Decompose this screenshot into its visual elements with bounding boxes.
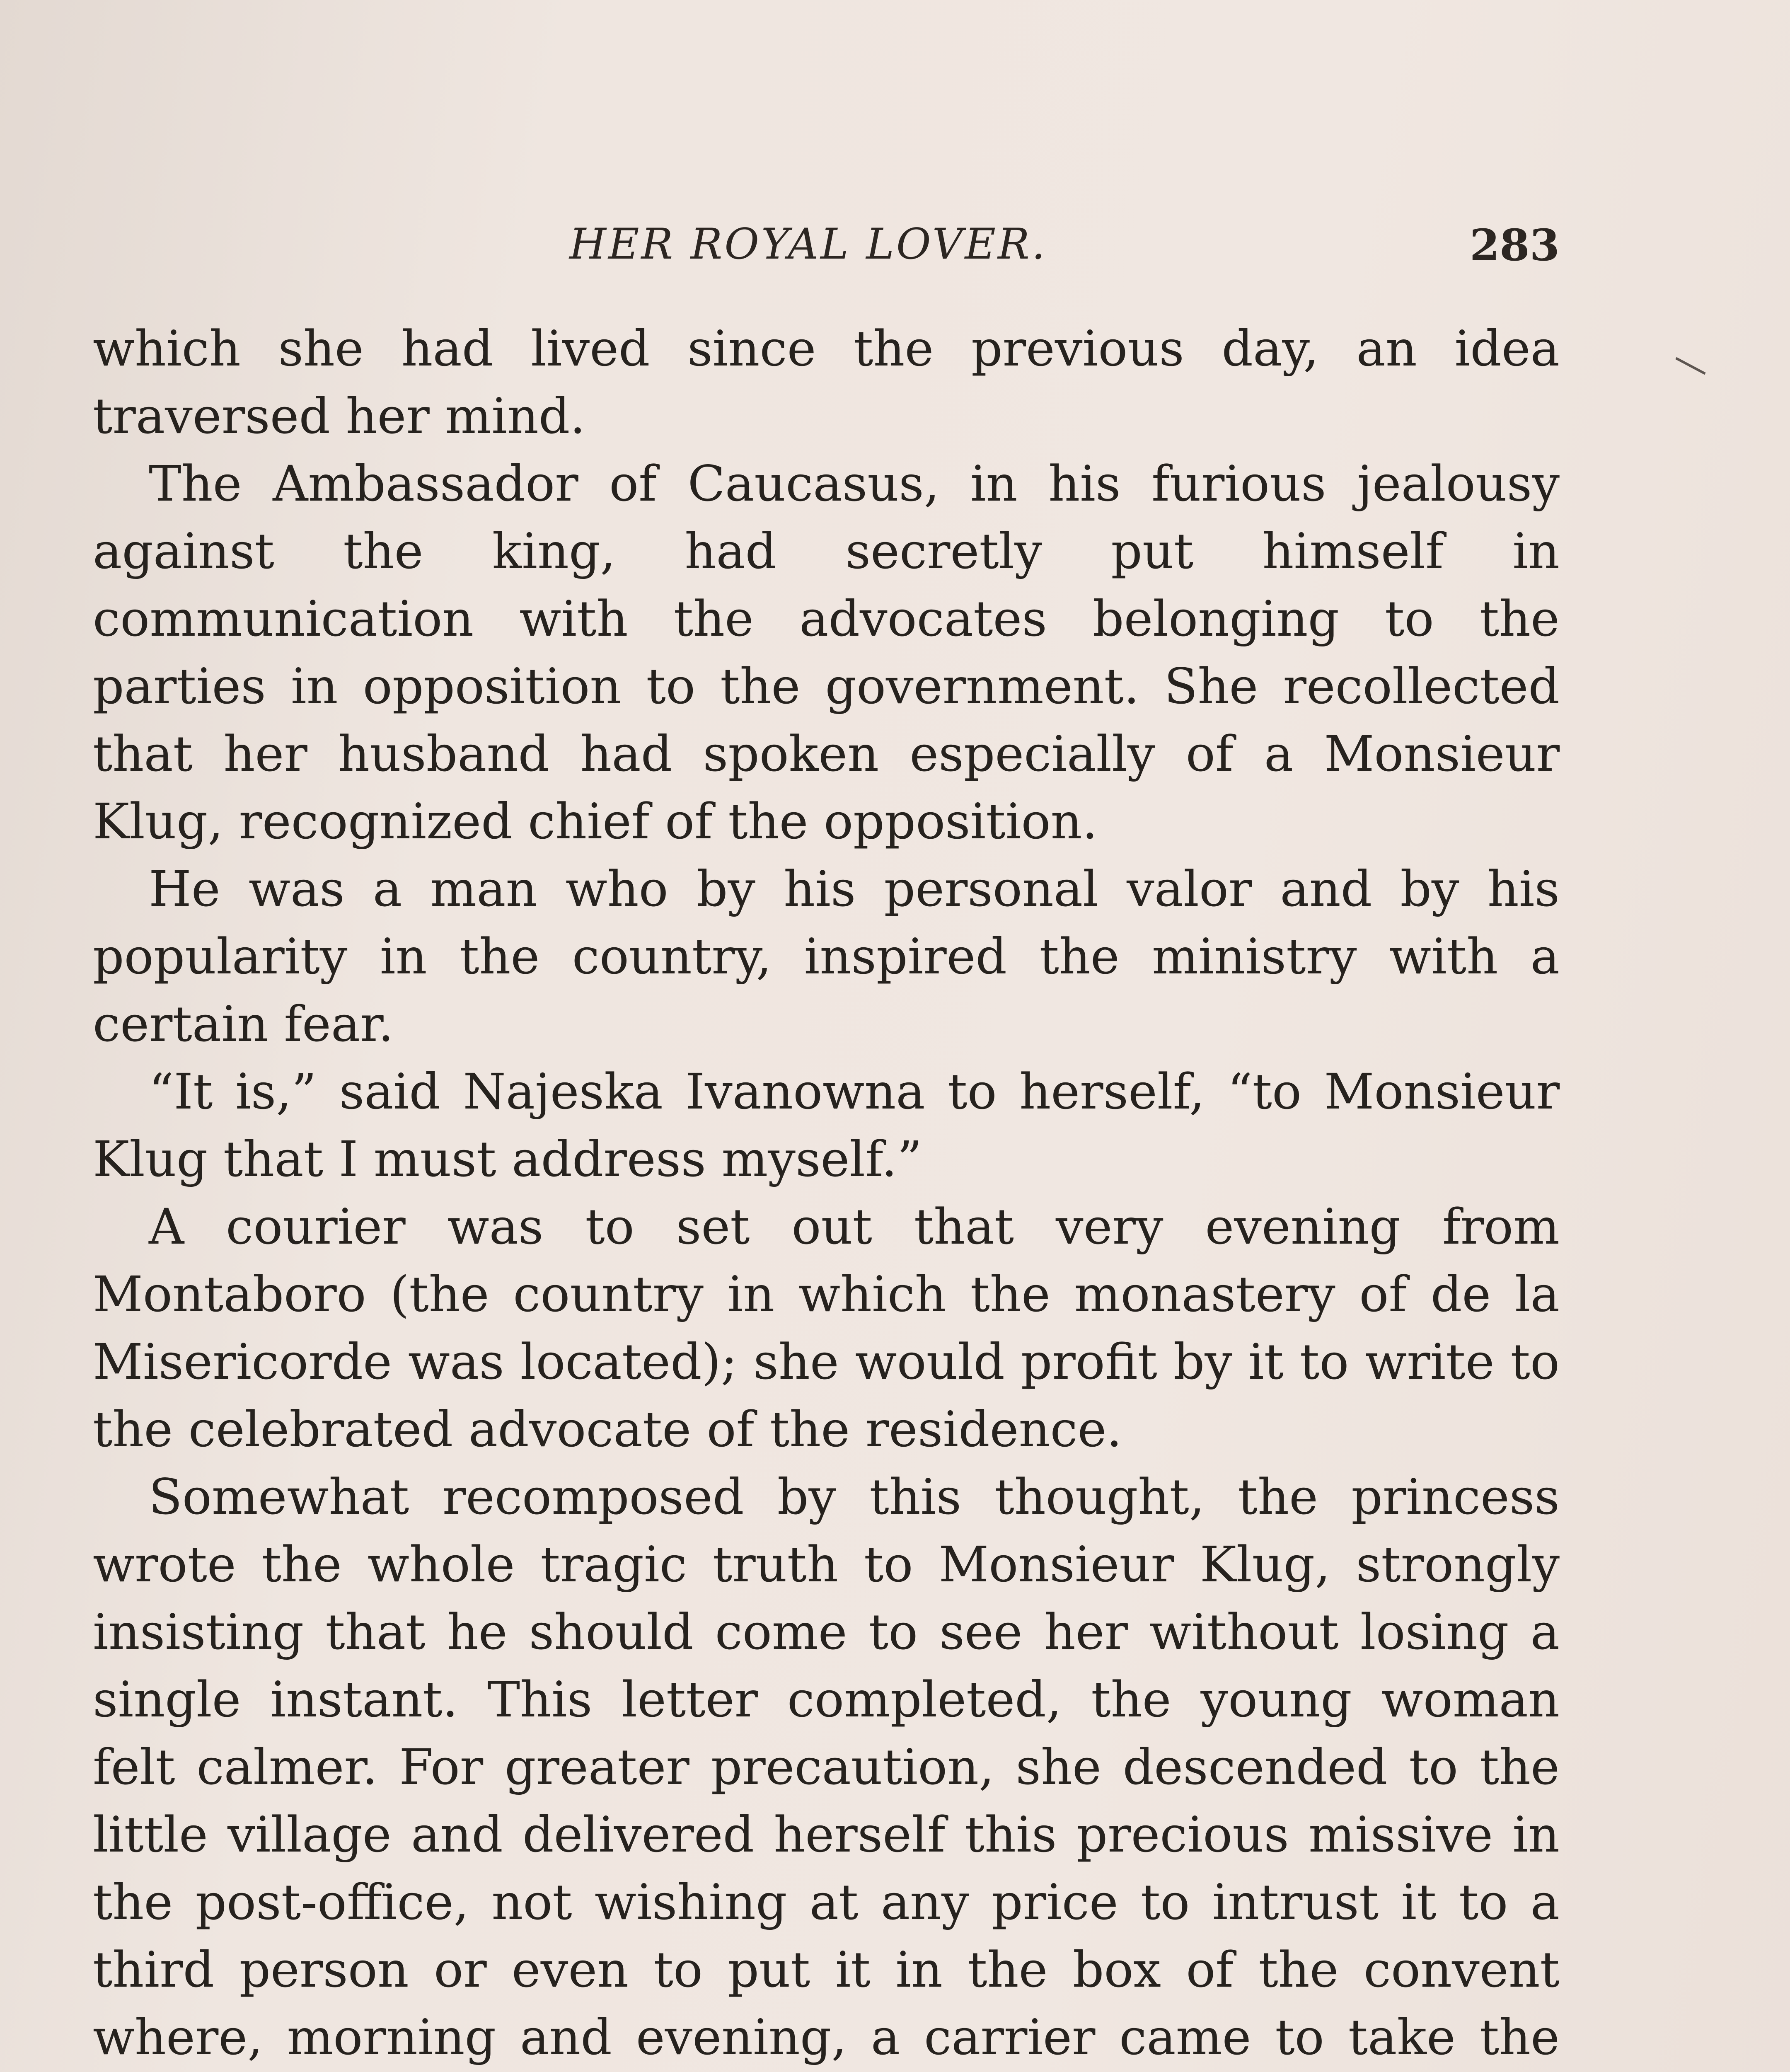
paragraph: “It is,” said Najeska Ivanowna to herself, “to Monsieur Klug that I must address myself.”	[93, 1063, 1560, 1188]
page-number: 283	[1469, 220, 1560, 271]
body-text	[93, 315, 1560, 2072]
page-header	[93, 220, 1560, 278]
running-title: HER ROYAL LOVER.	[569, 220, 1047, 269]
stray-ink-mark	[1675, 357, 1705, 375]
paragraph: He was a man who by his personal valor and by his popularity in the country, inspired the ministry with a certain fear.	[93, 860, 1560, 1053]
paragraph-continuation: which she had lived since the previous day, an idea traversed her mind.	[93, 320, 1560, 445]
paragraph: The Ambassador of Caucasus, in his furious jealousy against the king, had secretly put himself in communication with the advocates belonging to the parties in opposition to the government. She recollected that her husband had spoken especially of a Monsieur Klug, recognized chief of the opposition.	[93, 455, 1560, 850]
paragraph: A courier was to set out that very evening from Montaboro (the country in which the monastery of de la Misericorde was located); she would profit by it to write to the celebrated advocate of the residence.	[93, 1198, 1560, 1458]
paragraph: Somewhat recomposed by this thought, the princess wrote the whole tragic truth to Monsieur Klug, strongly insisting that he should come to see her without losing a single instant. This letter completed, the young woman felt calmer. For greater precaution, she descended to the little village and delivered herself this precious missive in the post-office, not wishing at any price to intrust it to a third person or even to put it in the box of the convent where, morning and evening, a carrier came to take the	[93, 1468, 1560, 2066]
